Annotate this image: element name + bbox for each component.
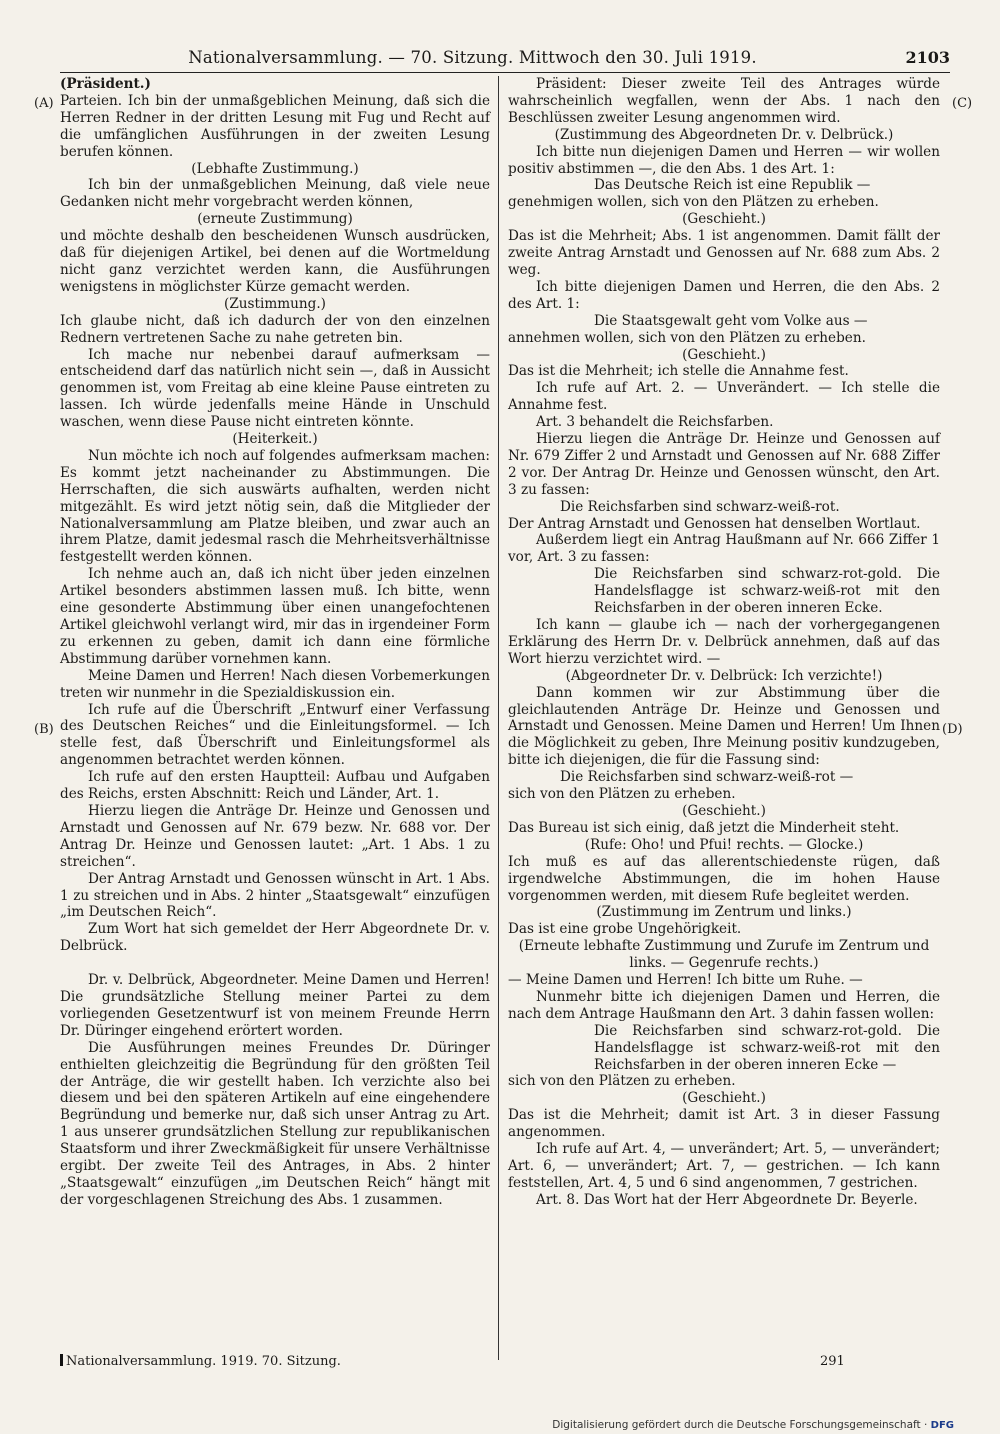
paragraph: Ich nehme auch an, daß ich nicht über jeden einzelnen Artikel besonders abstimmen lassen muß. Ich bitte, wenn eine gesonderte Abstimmung über einen unangefochtenen Artikel gleichwohl verlangt wird, mir das in irgendeiner Form zu erkennen zu geben, damit ich dann eine förmliche Abstimmung darüber vornehmen kann. [60, 566, 490, 667]
footer-imprint [60, 1354, 341, 1369]
footer-sheet-number: 291 [820, 1354, 845, 1369]
margin-mark-c: (C) [952, 96, 973, 111]
paragraph: Ich rufe auf den ersten Hauptteil: Aufbau und Aufgaben des Reichs, ersten Abschnitt: Reich und Länder, Art. 1. [60, 769, 490, 803]
paragraph: Ich kann — glaube ich — nach der vorhergegangenen Erklärung des Herrn Dr. v. Delbrück annehmen, daß auf das Wort hierzu verzichtet wird. — [508, 617, 940, 667]
paragraph: Das Bureau ist sich einig, daß jetzt die Minderheit steht. [508, 819, 900, 836]
quoted-motion: Die Reichsfarben sind schwarz-rot-gold. Die Handelsflagge ist schwarz-weiß-rot mit den Reichsfarben in der oberen inneren Ecke. [594, 566, 940, 617]
paragraph: Das ist eine grobe Ungehörigkeit. [508, 921, 742, 938]
paragraph: Meine Damen und Herren! Nach diesen Vorbemerkungen treten wir nunmehr in die Spezialdiskussion ein. [60, 667, 490, 701]
interjection: (Abgeordneter Dr. v. Delbrück: Ich verzichte!) [565, 667, 883, 684]
quoted-motion: Das Deutsche Reich ist eine Republik — [594, 177, 871, 194]
paragraph: Art. 8. Das Wort hat der Herr Abgeordnete Dr. Beyerle. [536, 1191, 918, 1208]
paragraph: Ich glaube nicht, daß ich dadurch der von den einzelnen Rednern vertretenen Sache zu nahe getreten bin. [60, 312, 490, 346]
margin-mark-a: (A) [34, 96, 54, 111]
quoted-motion: Die Reichsfarben sind schwarz-rot-gold. Die Handelsflagge ist schwarz-weiß-rot mit den Reichsfarben in der oberen inneren Ecke — [594, 1022, 940, 1073]
paragraph: Dr. v. Delbrück, Abgeordneter. Meine Damen und Herren! Die grundsätzliche Stellung meiner Partei zu dem vorliegenden Gesetzentwurf ist von meinem Freunde Herrn Dr. Düringer eingehend erörtert worden. [60, 972, 490, 1039]
interjection: (erneute Zustimmung) [197, 211, 353, 228]
paragraph: und möchte deshalb den bescheidenen Wunsch ausdrücken, daß für diejenigen Artikel, bei denen auf die Wortmeldung nicht ganz verzichtet werden kann, die Ausführungen wenigstens in möglichster Kürze gemacht werden. [60, 228, 490, 295]
interjection: (Heiterkeit.) [232, 431, 318, 448]
paragraph: Ich bitte diejenigen Damen und Herren, die den Abs. 2 des Art. 1: [508, 278, 940, 312]
paragraph: sich von den Plätzen zu erheben. [508, 1073, 736, 1090]
margin-mark-d: (D) [942, 722, 963, 737]
paragraph: (Präsident.) [60, 76, 151, 92]
paragraph: — Meine Damen und Herren! Ich bitte um Ruhe. — [508, 972, 863, 989]
digitization-credit: Digitalisierung gefördert durch die Deutsche Forschungsgemeinschaft · DFG [552, 1419, 954, 1431]
interjection: (Erneute lebhafte Zustimmung und Zurufe im Zentrum und links. — Gegenrufe rechts.) [518, 938, 930, 972]
dfg-logo: DFG [930, 1420, 954, 1431]
paragraph: Ich muß es auf das allerentschiedenste rügen, daß irgendwelche Abstimmungen, die im hohen Hause vorgenommen werden, mit diesem Rufe begleitet werden. [508, 853, 940, 904]
interjection: (Zustimmung im Zentrum und links.) [596, 904, 852, 921]
paragraph: Art. 3 behandelt die Reichsfarben. [536, 414, 774, 431]
paragraph: genehmigen wollen, sich von den Plätzen zu erheben. [508, 194, 879, 211]
paragraph: Dann kommen wir zur Abstimmung über die gleichlautenden Anträge Dr. Heinze und Genossen und Arnstadt und Genossen. Meine Damen und Herren! Um Ihnen die Möglichkeit zu geben, Ihre Meinung positiv kundzugeben, bitte ich diejenigen, die für die Fassung sind: [508, 684, 940, 769]
running-header [60, 44, 950, 73]
paragraph: Der Antrag Arnstadt und Genossen wünscht in Art. 1 Abs. 1 zu streichen und in Abs. 2 hinter „Staatsgewalt“ einzufügen „im Deutschen Reich“. [60, 870, 490, 921]
paragraph: Präsident: Dieser zweite Teil des Antrages würde wahrscheinlich wegfallen, wenn der Abs. 1 nach den Beschlüssen zweiter Lesung angenommen wird. [508, 76, 940, 126]
paragraph: Das ist die Mehrheit; damit ist Art. 3 in dieser Fassung angenommen. [508, 1107, 940, 1141]
paragraph: Zum Wort hat sich gemeldet der Herr Abgeordnete Dr. v. Delbrück. [60, 921, 490, 955]
interjection: (Rufe: Oho! und Pfui! rechts. — Glocke.) [584, 836, 864, 853]
paragraph: Ich rufe auf die Überschrift „Entwurf einer Verfassung des Deutschen Reiches“ und die Einleitungsformel. — Ich stelle fest, daß Überschrift und Einleitungsformel als angenommen betrachtet werden können. [60, 701, 490, 769]
footer-imprint-text: Nationalversammlung. 1919. 70. Sitzung. [66, 1354, 341, 1369]
paragraph: Ich bitte nun diejenigen Damen und Herren — wir wollen positiv abstimmen —, die den Abs. 1 des Art. 1: [508, 143, 940, 177]
interjection: (Lebhafte Zustimmung.) [191, 160, 359, 177]
paragraph: Das ist die Mehrheit; Abs. 1 ist angenommen. Damit fällt der zweite Antrag Arnstadt und Genossen auf Nr. 688 zum Abs. 2 weg. [508, 228, 940, 278]
quoted-motion: Die Reichsfarben sind schwarz-weiß-rot. [560, 498, 840, 515]
paragraph: Ich bin der unmaßgeblichen Meinung, daß viele neue Gedanken nicht mehr vorgebracht werden können, [60, 177, 490, 211]
paragraph: Ich mache nur nebenbei darauf aufmerksam — entscheidend darf das natürlich nicht sein —, daß in Aussicht genommen ist, vom Freitag ab eine kleine Pause eintreten zu lassen. Ich würde jedenfalls meine Hände in Unschuld waschen, wenn diese Pause nicht eintreten könnte. [60, 346, 490, 431]
paragraph: annehmen wollen, sich von den Plätzen zu erheben. [508, 329, 866, 346]
paragraph: Außerdem liegt ein Antrag Haußmann auf Nr. 666 Ziffer 1 vor, Art. 3 zu fassen: [508, 532, 940, 566]
paragraph: Das ist die Mehrheit; ich stelle die Annahme fest. [508, 363, 849, 380]
paragraph: Nun möchte ich noch auf folgendes aufmerksam machen: Es kommt jetzt nacheinander zu Abstimmungen. Die Herrschaften, die sich auswärts aufhalten, werden nicht mitgezählt. Es wird jetzt nötig sein, daß die Mitglieder der Nationalversammlung am Platze bleiben, und zwar auch an ihrem Platze, damit jedesmal rasch die Mehrheitsverhältnisse festgestellt werden können. [60, 447, 490, 566]
margin-mark-b: (B) [34, 722, 54, 737]
column-divider [498, 76, 499, 1360]
footer-bar [60, 1354, 63, 1366]
left-column [60, 76, 490, 1209]
paragraph: Nunmehr bitte ich diejenigen Damen und Herren, die nach dem Antrage Haußmann den Art. 3 dahin fassen wollen: [508, 988, 940, 1022]
paragraph: Die Ausführungen meines Freundes Dr. Düringer enthielten gleichzeitig die Begründung für den größten Teil der Anträge, die wir gestellt haben. Ich verzichte also bei diesem und bei den späteren Artikeln auf eine eingehendere Begründung und bemerke nur, daß sich unser Antrag zu Art. 1 aus unserer grundsätzlichen Stellung zur republikanischen Staatsform und ihrer Zweckmäßigkeit für unsere Verhältnisse ergibt. Der zweite Teil des Antrages, in Abs. 2 hinter „Staatsgewalt“ einzufügen „im Deutschen Reich“ hängt mit der vorgeschlagenen Streichung des Abs. 1 zusammen. [60, 1039, 490, 1208]
interjection: (Zustimmung.) [224, 295, 326, 312]
right-column [508, 76, 940, 1209]
credit-text: Digitalisierung gefördert durch die Deutsche Forschungsgemeinschaft [552, 1419, 921, 1431]
page-number: 2103 [905, 48, 950, 67]
interjection: (Zustimmung des Abgeordneten Dr. v. Delbrück.) [554, 126, 894, 143]
paragraph: Der Antrag Arnstadt und Genossen hat denselben Wortlaut. [508, 515, 921, 532]
paragraph: sich von den Plätzen zu erheben. [508, 786, 736, 803]
paragraph: Ich rufe auf Art. 4, — unverändert; Art. 5, — unverändert; Art. 6, — unverändert; Art. 7, — gestrichen. — Ich kann feststellen, Art. 4, 5 und 6 sind angenommen, 7 gestrichen. [508, 1141, 940, 1191]
spacer [60, 955, 490, 972]
quoted-motion: Die Staatsgewalt geht vom Volke aus — [594, 312, 868, 329]
interjection: (Geschieht.) [682, 802, 766, 819]
interjection: (Geschieht.) [682, 1090, 766, 1107]
paragraph: Parteien. Ich bin der unmaßgeblichen Meinung, daß sich die Herren Redner in der dritten Lesung mit Fug und Recht auf die umfänglichen Ausführungen in der zweiten Lesung berufen können. [60, 92, 490, 160]
interjection: (Geschieht.) [682, 346, 766, 363]
paragraph: Hierzu liegen die Anträge Dr. Heinze und Genossen auf Nr. 679 Ziffer 2 und Arnstadt und Genossen auf Nr. 688 Ziffer 2 vor. Der Antrag Dr. Heinze und Genossen wünscht, den Art. 3 zu fassen: [508, 431, 940, 498]
interjection: (Geschieht.) [682, 211, 766, 228]
quoted-motion: Die Reichsfarben sind schwarz-weiß-rot — [560, 769, 854, 786]
paragraph: Ich rufe auf Art. 2. — Unverändert. — Ich stelle die Annahme fest. [508, 380, 940, 414]
paragraph: Hierzu liegen die Anträge Dr. Heinze und Genossen und Arnstadt und Genossen auf Nr. 679 bezw. Nr. 688 vor. Der Antrag Dr. Heinze und Genossen lautet: „Art. 1 Abs. 1 zu streichen“. [60, 802, 490, 870]
running-title: Nationalversammlung. — 70. Sitzung. Mittwoch den 30. Juli 1919. [188, 48, 757, 67]
